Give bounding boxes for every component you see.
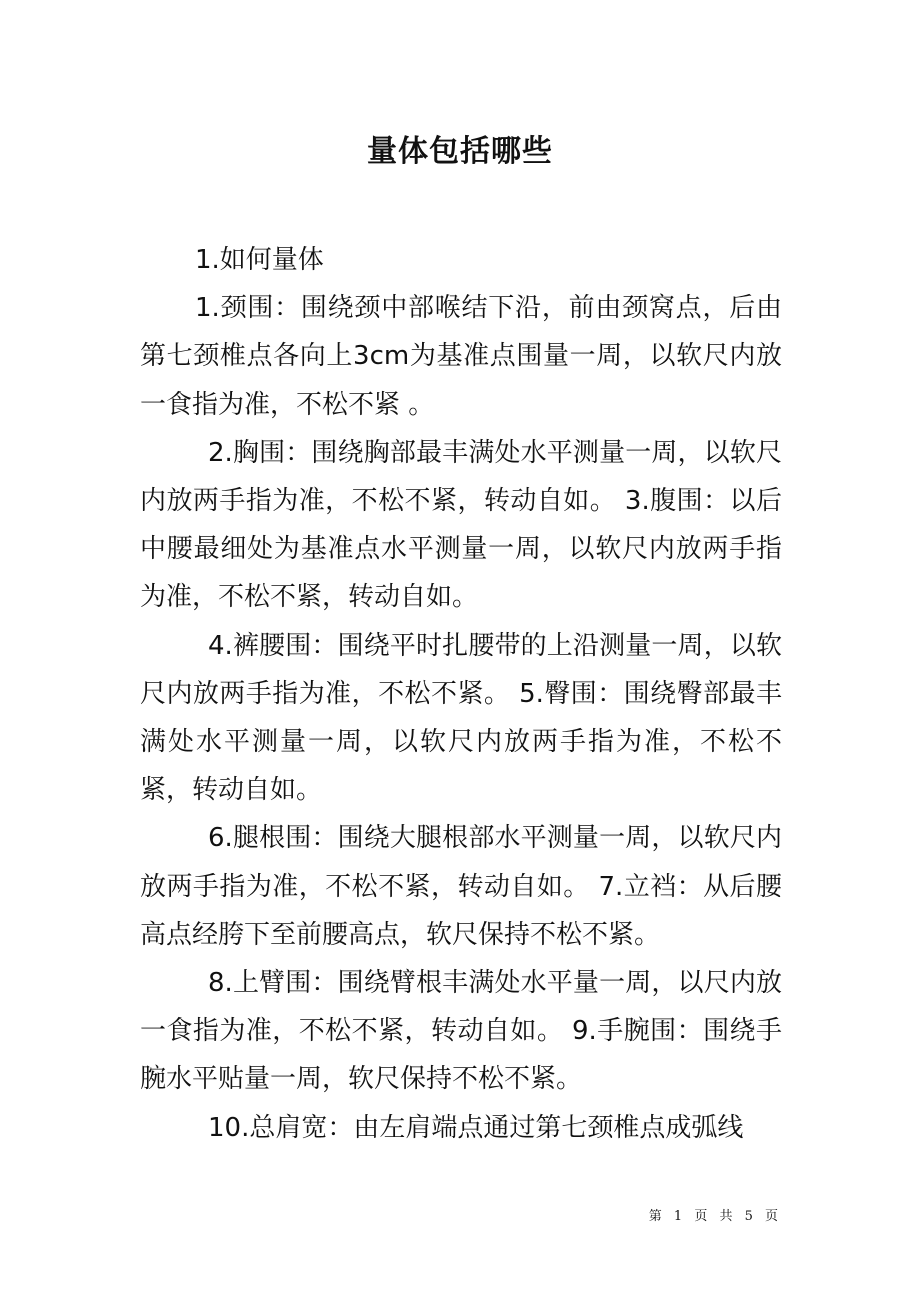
- section-heading: 1.如何量体: [195, 245, 324, 275]
- paragraph-arm-wrist: 8.上臂围：围绕臂根丰满处水平量一周，以尺内放一食指为准，不松不紧，转动自如。 9.手腕围：围绕手腕水平贴量一周，软尺保持不松不紧。: [140, 968, 782, 1095]
- paragraph-neck: 1.颈围：围绕颈中部喉结下沿，前由颈窝点，后由第七颈椎点各向上3cm为基准点围量一周，以软尺内放一食指为准，不松不紧 。: [140, 293, 782, 420]
- page-number-footer: 第 1 页 共 5 页: [648, 1209, 780, 1224]
- paragraph-waist-hip: 4.裤腰围：围绕平时扎腰带的上沿测量一周，以软尺内放两手指为准，不松不紧。 5.臀围：围绕臀部最丰满处水平测量一周，以软尺内放两手指为准，不松不紧，转动自如。: [140, 630, 782, 806]
- paragraph-thigh-rise: 6.腿根围：围绕大腿根部水平测量一周，以软尺内放两手指为准，不松不紧，转动自如。 7.立裆：从后腰高点经胯下至前腰高点，软尺保持不松不紧。: [140, 823, 782, 950]
- paragraph-chest-abdomen: 2.胸围：围绕胸部最丰满处水平测量一周，以软尺内放两手指为准，不松不紧，转动自如。 3.腹围：以后中腰最细处为基准点水平测量一周，以软尺内放两手指为准，不松不紧，转动自如。: [140, 437, 782, 613]
- paragraph-shoulder: 10.总肩宽：由左肩端点通过第七颈椎点成弧线: [208, 1112, 744, 1143]
- document-title: 量体包括哪些: [367, 134, 553, 169]
- document-body: [140, 236, 782, 1152]
